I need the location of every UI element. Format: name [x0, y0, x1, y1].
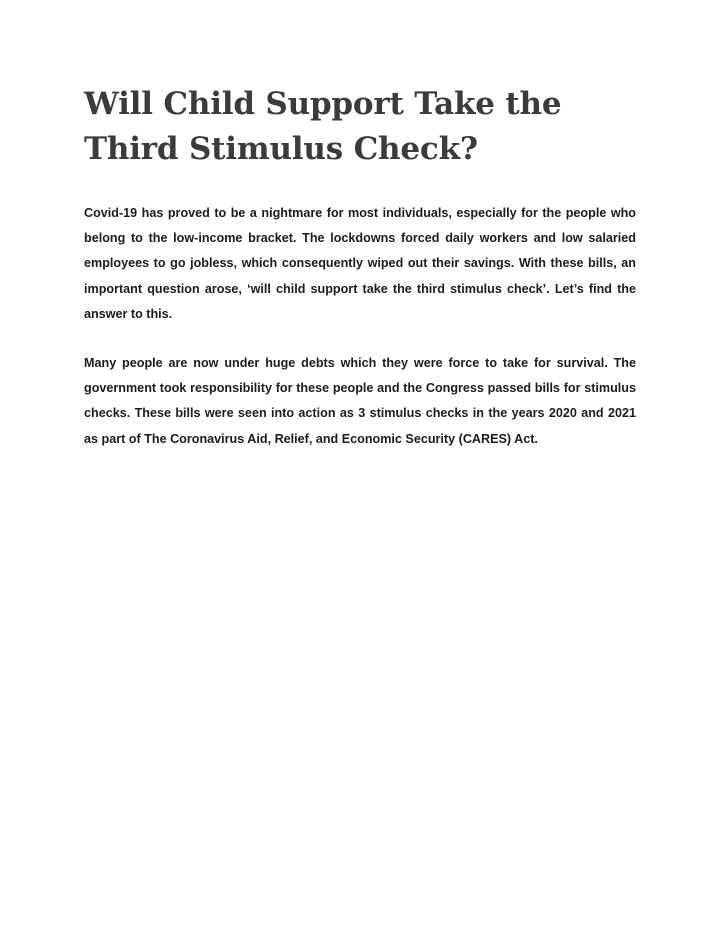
article-title: Will Child Support Take the Third Stimulus Check?: [84, 86, 562, 167]
paragraph-background: Many people are now under huge debts which they were force to take for survival. The government took responsibility for these people and the Congress passed bills for stimulus checks. These bills were seen into action as 3 stimulus checks in the years 2020 and 2021 as part of The Coronavirus Aid, Relief, and Economic Security (CARES) Act.: [84, 356, 636, 446]
paragraph-intro: Covid-19 has proved to be a nightmare for most individuals, especially for the people who belong to the low-income bracket. The lockdowns forced daily workers and low salaried employees to go jobless, which consequently wiped out their savings. With these bills, an important question arose, ‘will child support take the third stimulus check’. Let’s find the answer to this.: [84, 206, 636, 321]
